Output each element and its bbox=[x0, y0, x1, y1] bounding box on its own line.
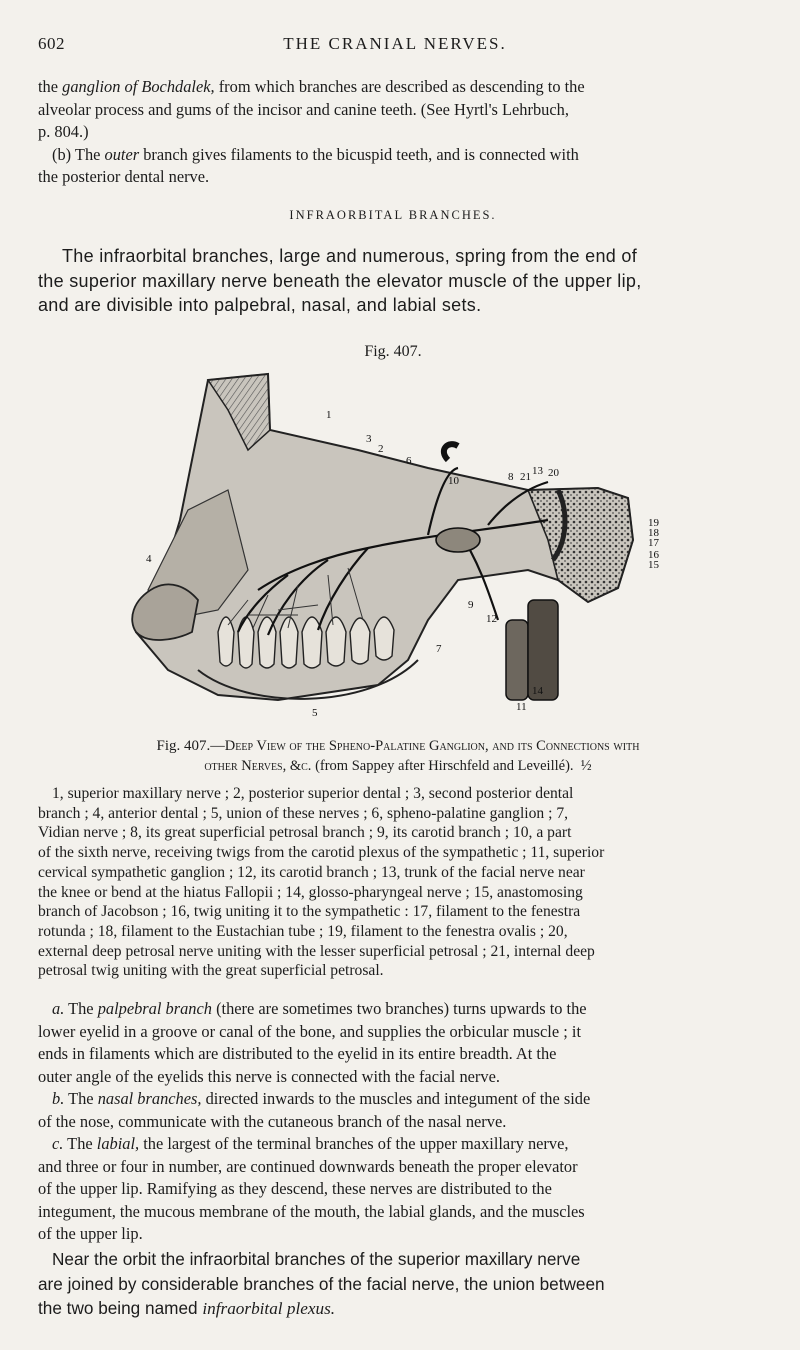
label-3: 3 bbox=[366, 433, 372, 445]
italic-term: nasal branches, bbox=[97, 1089, 202, 1108]
text: The bbox=[63, 1134, 97, 1153]
text-line: Near the orbit the infraorbital branches of the superior maxillary nerve bbox=[52, 1249, 581, 1269]
text-line: and three or four in number, are continued downwards beneath the proper elevator bbox=[38, 1156, 578, 1176]
italic-term: labial, bbox=[96, 1134, 140, 1153]
caption-title-cont: other Nerves, &c. bbox=[204, 758, 312, 774]
legend-line: rotunda ; 18, filament to the Eustachian tube ; 19, filament to the fenestra ovalis ; 20, bbox=[38, 922, 568, 940]
text: The bbox=[71, 144, 105, 164]
item-label: b. bbox=[52, 1089, 65, 1108]
text-line: the posterior dental nerve. bbox=[38, 167, 210, 186]
label-2: 2 bbox=[378, 443, 384, 455]
text: The bbox=[64, 1089, 98, 1108]
legend-line: branch ; 4, anterior dental ; 5, union of these nerves ; 6, spheno-palatine ganglion ; 7, bbox=[38, 804, 569, 822]
label-8: 8 bbox=[508, 471, 514, 483]
summary-paragraph bbox=[38, 244, 748, 318]
label-14: 14 bbox=[532, 685, 543, 697]
label-18: 18 bbox=[648, 527, 659, 539]
page-number: 602 bbox=[38, 34, 65, 53]
text-line: ends in filaments which are distributed to the eyelid in its entire breadth. At the bbox=[38, 1044, 557, 1063]
legend-line: of the sixth nerve, receiving twigs from the carotid plexus of the sympathetic ; 11, superior bbox=[38, 844, 605, 862]
text: the bbox=[38, 77, 63, 96]
label-20: 20 bbox=[548, 467, 559, 479]
label-13: 13 bbox=[532, 465, 543, 477]
branches-paragraph bbox=[38, 998, 748, 1246]
running-title: THE CRANIAL NERVES. bbox=[283, 34, 507, 53]
legend-line: the knee or bend at the hiatus Fallopii ; 14, glosso-pharyngeal nerve ; 15, anastomosing bbox=[38, 883, 583, 901]
intro-paragraph bbox=[38, 76, 748, 189]
label-12: 12 bbox=[486, 613, 497, 625]
label-9: 9 bbox=[468, 599, 474, 611]
text: the largest of the terminal branches of the upper maxillary nerve, bbox=[139, 1134, 569, 1153]
text-line: of the upper lip. bbox=[38, 1224, 143, 1243]
caption-source: (from Sappey after Hirschfeld and Leveillé). bbox=[311, 758, 574, 774]
text: the two being named bbox=[38, 1298, 203, 1318]
label-21: 21 bbox=[520, 471, 531, 483]
text-line: of the upper lip. Ramifying as they descend, these nerves are distributed to the bbox=[38, 1179, 552, 1198]
text-line: The infraorbital branches, large and numerous, spring from the end of bbox=[62, 246, 638, 266]
text: branch gives filaments to the bicuspid teeth, and is connected with bbox=[139, 144, 579, 164]
label-15: 15 bbox=[648, 559, 659, 571]
text-line: and are divisible into palpebral, nasal, and labial sets. bbox=[38, 295, 482, 315]
caption-fig-number: Fig. 407. bbox=[156, 738, 211, 754]
italic-term: palpebral branch bbox=[97, 999, 212, 1018]
figure-label: Fig. 407. bbox=[364, 343, 422, 360]
section-heading: INFRAORBITAL BRANCHES. bbox=[289, 208, 497, 222]
label-10: 10 bbox=[448, 475, 459, 487]
label-5: 5 bbox=[312, 707, 318, 719]
italic-term: ganglion of Bochdalek, bbox=[62, 77, 215, 96]
legend-line: petrosal twig uniting with the great superficial petrosal. bbox=[38, 962, 384, 980]
item-label: a. bbox=[52, 999, 65, 1018]
upper-teeth bbox=[218, 617, 394, 668]
text-line: of the nose, communicate with the cutaneous branch of the nasal nerve. bbox=[38, 1111, 507, 1131]
closing-paragraph bbox=[38, 1247, 758, 1322]
label-17: 17 bbox=[648, 537, 659, 549]
anatomical-illustration bbox=[128, 370, 672, 720]
text-line: the superior maxillary nerve beneath the elevator muscle of the upper lip, bbox=[38, 270, 642, 291]
legend-line: cervical sympathetic ganglion ; 12, its carotid branch ; 13, trunk of the facial nerve near bbox=[38, 863, 585, 881]
label-7: 7 bbox=[436, 643, 442, 655]
text-line: alveolar process and gums of the incisor and canine teeth. (See Hyrtl's Lehrbuch, bbox=[38, 99, 569, 119]
item-label: (b) bbox=[52, 144, 72, 164]
item-label: c. bbox=[52, 1134, 64, 1153]
caption-scale: ½ bbox=[580, 758, 592, 774]
text: The bbox=[64, 999, 98, 1018]
label-1: 1 bbox=[326, 409, 332, 421]
italic-term: infraorbital plexus. bbox=[202, 1299, 336, 1318]
label-16: 16 bbox=[648, 549, 659, 561]
label-4: 4 bbox=[146, 553, 152, 565]
text: directed inwards to the muscles and integument of the side bbox=[201, 1089, 591, 1108]
text-line: p. 804.) bbox=[38, 122, 89, 141]
text: from which branches are described as descending to the bbox=[214, 77, 585, 96]
text-line: are joined by considerable branches of the facial nerve, the union between bbox=[38, 1273, 605, 1294]
text-line: outer angle of the eyelids this nerve is connected with the facial nerve. bbox=[38, 1066, 500, 1086]
legend-line: Vidian nerve ; 8, its great superficial petrosal branch ; 9, its carotid branch ; 10, a part bbox=[38, 824, 572, 842]
page-header bbox=[38, 34, 752, 58]
legend-line: 1, superior maxillary nerve ; 2, posterior superior dental ; 3, second posterior dental bbox=[52, 785, 574, 802]
label-19: 19 bbox=[648, 517, 659, 529]
italic-term: outer bbox=[104, 144, 140, 164]
text-line: lower eyelid in a groove or canal of the bone, and supplies the orbicular muscle ; it bbox=[38, 1021, 581, 1041]
label-11: 11 bbox=[516, 701, 527, 713]
label-6: 6 bbox=[406, 455, 412, 467]
figure-legend bbox=[38, 784, 748, 981]
text-line: integument, the mucous membrane of the mouth, the labial glands, and the muscles bbox=[38, 1201, 585, 1221]
legend-line: external deep petrosal nerve uniting with the lesser superficial petrosal ; 21, internal deep bbox=[38, 942, 595, 960]
text: (there are sometimes two branches) turns upwards to the bbox=[211, 999, 587, 1018]
figure-caption bbox=[48, 736, 748, 776]
legend-line: branch of Jacobson ; 16, twig uniting it to the sympathetic : 17, filament to the fenestra bbox=[38, 903, 581, 921]
nose bbox=[132, 584, 198, 640]
caption-title: —Deep View of the Spheno-Palatine Ganglion, and its Connections with bbox=[210, 738, 640, 754]
